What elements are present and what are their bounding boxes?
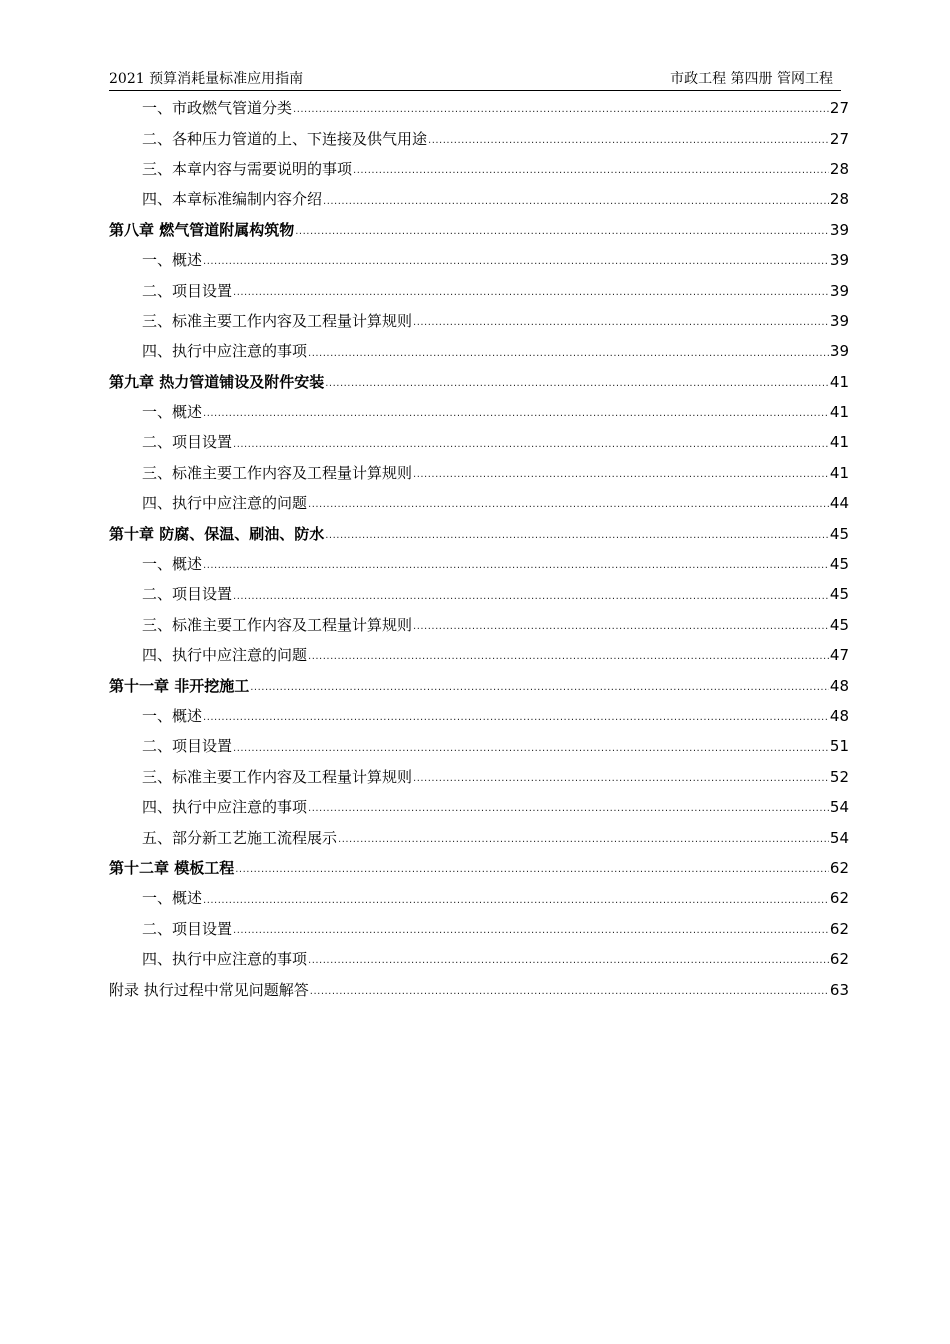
toc-section-entry[interactable] (109, 883, 849, 913)
toc-dot-leader (203, 701, 829, 731)
toc-entry-title: 二、项目设置 (142, 585, 233, 604)
toc-entry-page-number: 54 (829, 828, 849, 847)
toc-dot-leader (235, 853, 829, 883)
toc-entry-title: 四、执行中应注意的问题 (142, 494, 308, 513)
toc-entry-title: 第十一章 非开挖施工 (109, 676, 250, 695)
toc-dot-leader (325, 367, 829, 397)
toc-entry-page-number: 41 (829, 403, 849, 422)
toc-entry-page-number: 51 (829, 737, 849, 756)
toc-entry-page-number: 27 (829, 129, 849, 148)
toc-entry-title: 四、执行中应注意的问题 (142, 646, 308, 665)
toc-dot-leader (233, 275, 829, 305)
toc-dot-leader (323, 184, 829, 214)
toc-entry-title: 二、项目设置 (142, 433, 233, 452)
toc-section-entry[interactable] (109, 914, 849, 944)
toc-section-entry[interactable] (109, 762, 849, 792)
toc-chapter-entry[interactable] (109, 518, 849, 548)
toc-section-entry[interactable] (109, 245, 849, 275)
toc-dot-leader (428, 123, 829, 153)
toc-dot-leader (295, 215, 829, 245)
toc-entry-title: 一、市政燃气管道分类 (142, 99, 293, 118)
toc-entry-title: 第十二章 模板工程 (109, 858, 235, 877)
toc-section-entry[interactable] (109, 701, 849, 731)
toc-entry-page-number: 45 (829, 555, 849, 574)
toc-chapter-entry[interactable] (109, 670, 849, 700)
toc-section-entry[interactable] (109, 336, 849, 366)
toc-dot-leader (325, 518, 829, 548)
header-section-title: 市政工程 第四册 管网工程 (670, 71, 833, 87)
toc-entry-title: 五、部分新工艺施工流程展示 (142, 828, 338, 847)
toc-section-entry[interactable] (109, 731, 849, 761)
table-of-contents (109, 93, 849, 1005)
toc-entry-page-number: 62 (829, 919, 849, 938)
toc-entry-page-number: 47 (829, 646, 849, 665)
toc-chapter-entry[interactable] (109, 853, 849, 883)
toc-entry-title: 第九章 热力管道铺设及附件安装 (109, 372, 325, 391)
toc-entry-page-number: 27 (829, 99, 849, 118)
toc-entry-title: 第十章 防腐、保温、刷油、防水 (109, 524, 325, 543)
toc-entry-title: 第八章 燃气管道附属构筑物 (109, 220, 295, 239)
toc-entry-title: 一、概述 (142, 889, 203, 908)
toc-section-entry[interactable] (109, 944, 849, 974)
toc-dot-leader (308, 336, 829, 366)
toc-entry-page-number: 39 (829, 281, 849, 300)
toc-dot-leader (233, 427, 829, 457)
toc-section-entry[interactable] (109, 306, 849, 336)
toc-dot-leader (233, 731, 829, 761)
toc-dot-leader (353, 154, 829, 184)
toc-entry-title: 一、概述 (142, 707, 203, 725)
toc-entry-page-number: 41 (829, 433, 849, 452)
toc-section-entry[interactable] (109, 458, 849, 488)
toc-dot-leader (413, 610, 829, 640)
toc-entry-title: 四、本章标准编制内容介绍 (142, 190, 323, 209)
toc-dot-leader (413, 762, 829, 792)
toc-section-entry[interactable] (109, 184, 849, 214)
toc-entry-page-number: 28 (829, 159, 849, 178)
toc-entry-page-number: 39 (829, 342, 849, 361)
toc-entry-title: 三、标准主要工作内容及工程量计算规则 (142, 615, 413, 634)
toc-entry-page-number: 41 (829, 463, 849, 482)
toc-appendix-entry[interactable] (109, 974, 849, 1004)
toc-entry-page-number: 44 (829, 494, 849, 513)
toc-dot-leader (308, 488, 829, 518)
toc-section-entry[interactable] (109, 123, 849, 153)
toc-section-entry[interactable] (109, 154, 849, 184)
toc-section-entry[interactable] (109, 792, 849, 822)
toc-section-entry[interactable] (109, 397, 849, 427)
toc-entry-page-number: 45 (829, 585, 849, 604)
toc-entry-page-number: 48 (829, 707, 849, 725)
toc-entry-title: 一、概述 (142, 403, 203, 422)
toc-entry-title: 三、标准主要工作内容及工程量计算规则 (142, 311, 413, 330)
toc-dot-leader (338, 822, 829, 852)
toc-entry-page-number: 62 (829, 858, 849, 877)
toc-entry-page-number: 62 (829, 950, 849, 969)
toc-entry-title: 二、项目设置 (142, 737, 233, 756)
toc-dot-leader (413, 458, 829, 488)
toc-entry-title: 二、各种压力管道的上、下连接及供气用途 (142, 129, 428, 148)
toc-entry-page-number: 63 (829, 980, 849, 999)
toc-entry-page-number: 39 (829, 220, 849, 239)
toc-entry-page-number: 54 (829, 798, 849, 817)
toc-entry-title: 一、概述 (142, 251, 203, 270)
toc-section-entry[interactable] (109, 610, 849, 640)
toc-entry-page-number: 39 (829, 251, 849, 270)
toc-entry-page-number: 28 (829, 190, 849, 209)
toc-entry-title: 四、执行中应注意的事项 (142, 798, 308, 817)
toc-section-entry[interactable] (109, 579, 849, 609)
toc-entry-title: 三、标准主要工作内容及工程量计算规则 (142, 767, 413, 786)
toc-dot-leader (233, 914, 829, 944)
toc-entry-page-number: 41 (829, 372, 849, 391)
toc-entry-page-number: 62 (829, 889, 849, 908)
toc-section-entry[interactable] (109, 427, 849, 457)
toc-dot-leader (233, 579, 829, 609)
toc-entry-title: 一、概述 (142, 555, 203, 574)
toc-dot-leader (293, 93, 829, 123)
toc-section-entry[interactable] (109, 488, 849, 518)
header-book-title: 2021 预算消耗量标准应用指南 (109, 71, 304, 87)
toc-chapter-entry[interactable] (109, 215, 849, 245)
toc-section-entry[interactable] (109, 93, 849, 123)
toc-entry-page-number: 45 (829, 615, 849, 634)
toc-section-entry[interactable] (109, 640, 849, 670)
toc-section-entry[interactable] (109, 549, 849, 579)
toc-dot-leader (310, 974, 829, 1004)
toc-entry-title: 三、本章内容与需要说明的事项 (142, 159, 353, 178)
toc-entry-page-number: 48 (829, 676, 849, 695)
toc-dot-leader (203, 883, 829, 913)
toc-entry-page-number: 45 (829, 524, 849, 543)
toc-entry-title: 二、项目设置 (142, 281, 233, 300)
toc-dot-leader (413, 306, 829, 336)
toc-dot-leader (308, 792, 829, 822)
toc-entry-title: 四、执行中应注意的事项 (142, 950, 308, 969)
toc-entry-title: 二、项目设置 (142, 919, 233, 938)
toc-dot-leader (250, 670, 829, 700)
toc-entry-title: 三、标准主要工作内容及工程量计算规则 (142, 463, 413, 482)
toc-entry-title: 四、执行中应注意的事项 (142, 342, 308, 361)
toc-dot-leader (203, 549, 829, 579)
toc-chapter-entry[interactable] (109, 367, 849, 397)
toc-dot-leader (308, 640, 829, 670)
toc-section-entry[interactable] (109, 275, 849, 305)
toc-dot-leader (308, 944, 829, 974)
toc-entry-page-number: 39 (829, 311, 849, 330)
toc-entry-title: 附录 执行过程中常见问题解答 (109, 980, 309, 999)
toc-dot-leader (203, 397, 829, 427)
toc-section-entry[interactable] (109, 822, 849, 852)
toc-entry-page-number: 52 (829, 767, 849, 786)
toc-dot-leader (203, 245, 829, 275)
page-header (109, 66, 841, 91)
